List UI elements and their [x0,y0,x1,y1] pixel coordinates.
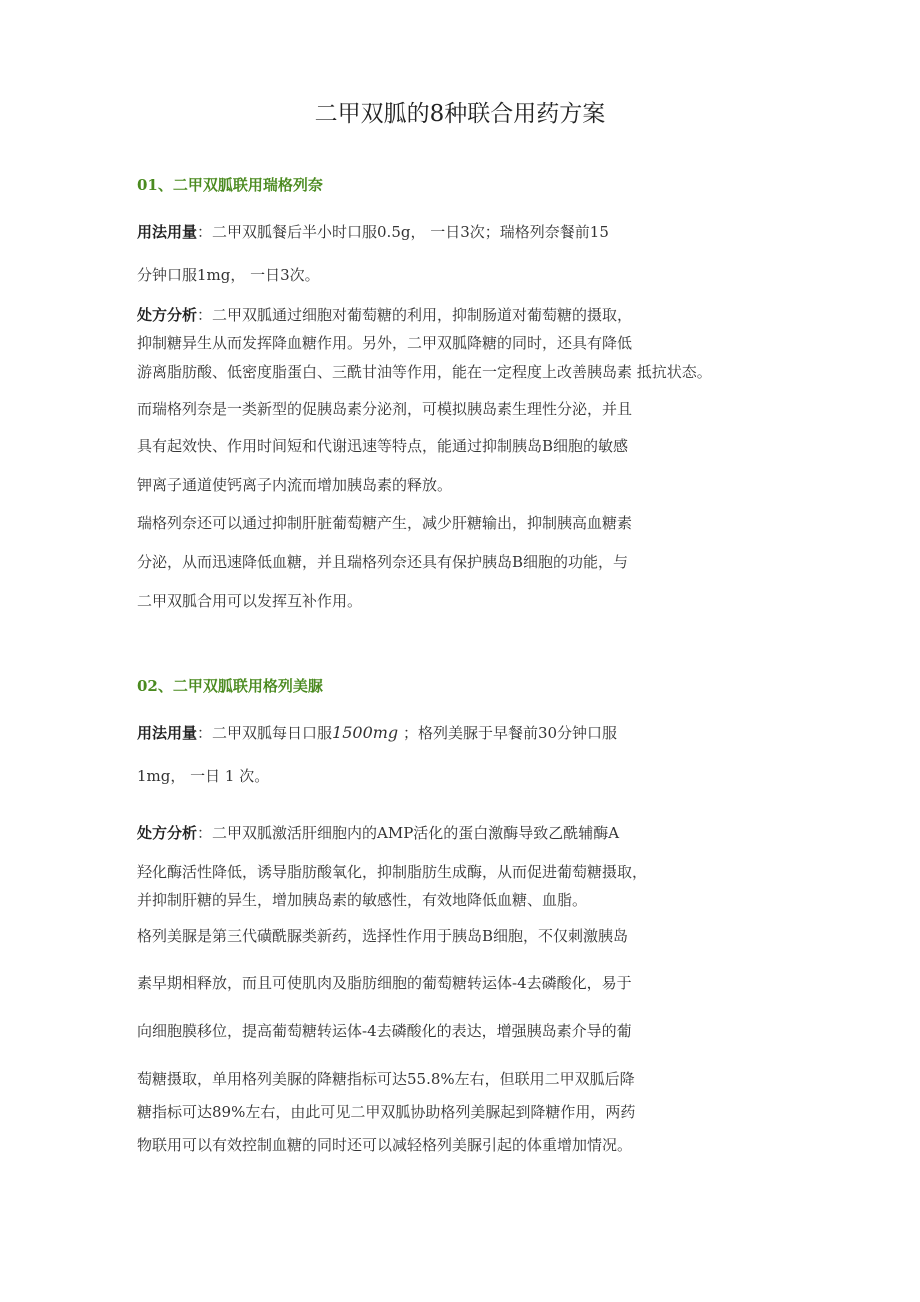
dosage-label: 用法用量 [137,724,198,742]
dosage-amount: 1500mg [332,723,399,742]
analysis-line-02-9: 物联用可以有效控制血糖的同时还可以减轻格列美脲引起的体重增加情况。 [137,1136,633,1154]
dosage-text: ：二甲双胍餐后半小时口服0.5g， 一日3次；瑞格列奈餐前15 [197,223,609,241]
dosage-text: ；格列美脲于早餐前30分钟口服 [398,724,618,742]
analysis-line-01-6: 钾离子通道使钙离子内流而增加胰岛素的释放。 [137,476,453,494]
analysis-line-02-1 [137,823,619,843]
dosage-label: 用法用量 [137,223,198,241]
analysis-label: 处方分析 [137,824,198,842]
dosage-text: ：二甲双胍每日口服 [197,724,333,742]
analysis-line-01-4: 而瑞格列奈是一类新型的促胰岛素分泌剂，可模拟胰岛素生理性分泌，并且 [137,400,633,418]
analysis-line-01-2: 抑制糖异生从而发挥降血糖作用。另外，二甲双胍降糖的同时，还具有降低 [137,334,633,352]
analysis-line-01-5: 具有起效快、作用时间短和代谢迅速等特点，能通过抑制胰岛B细胞的敏感 [137,437,629,455]
analysis-line-02-6: 向细胞膜移位，提高葡萄糖转运体-4去磷酸化的表达，增强胰岛素介导的葡 [137,1022,632,1040]
section-heading-01: 01、二甲双胍联用瑞格列奈 [137,176,323,194]
analysis-line-02-5: 素早期相释放，而且可使肌肉及脂肪细胞的葡萄糖转运体-4去磷酸化，易于 [137,974,632,992]
analysis-line-02-3: 并抑制肝糖的异生，增加胰岛素的敏感性，有效地降低血糖、血脂。 [137,891,588,909]
analysis-line-02-8: 糖指标可达89%左右，由此可见二甲双胍协助格列美脲起到降糖作用，两药 [137,1103,636,1121]
analysis-line-02-2: 羟化酶活性降低，诱导脂肪酸氧化，抑制脂肪生成酶，从而促进葡萄糖摄取， [137,863,648,881]
analysis-line-01-3: 游离脂肪酸、低密度脂蛋白、三酰甘油等作用，能在一定程度上改善胰岛素 抵抗状态。 [137,363,712,381]
analysis-line-01-7: 瑞格列奈还可以通过抑制肝脏葡萄糖产生，减少肝糖输出，抑制胰高血糖素 [137,514,633,532]
analysis-line-01-9: 二甲双胍合用可以发挥互补作用。 [137,592,363,610]
dosage-line-01-1 [137,222,609,242]
analysis-line-02-7: 萄糖摄取，单用格列美脲的降糖指标可达55.8%左右，但联用二甲双胍后降 [137,1070,635,1088]
analysis-line-01-1 [137,305,632,325]
analysis-text: ：二甲双胍激活肝细胞内的AMP活化的蛋白激酶导致乙酰辅酶A [197,824,620,842]
document-title: 二甲双胍的8种联合用药方案 [314,101,606,127]
analysis-text: ：二甲双胍通过细胞对葡萄糖的利用，抑制肠道对葡萄糖的摄取， [197,306,633,324]
dosage-line-02-1 [137,723,617,743]
dosage-line-01-2: 分钟口服1mg， 一日3次。 [137,266,320,284]
analysis-label: 处方分析 [137,306,198,324]
analysis-line-01-8: 分泌，从而迅速降低血糖，并且瑞格列奈还具有保护胰岛B细胞的功能，与 [137,553,629,571]
dosage-line-02-2: 1mg， 一日 1 次。 [137,767,270,785]
analysis-line-02-4: 格列美脲是第三代磺酰脲类新药，选择性作用于胰岛B细胞，不仅刺激胰岛 [137,927,629,945]
section-heading-02: 02、二甲双胍联用格列美脲 [137,677,323,695]
